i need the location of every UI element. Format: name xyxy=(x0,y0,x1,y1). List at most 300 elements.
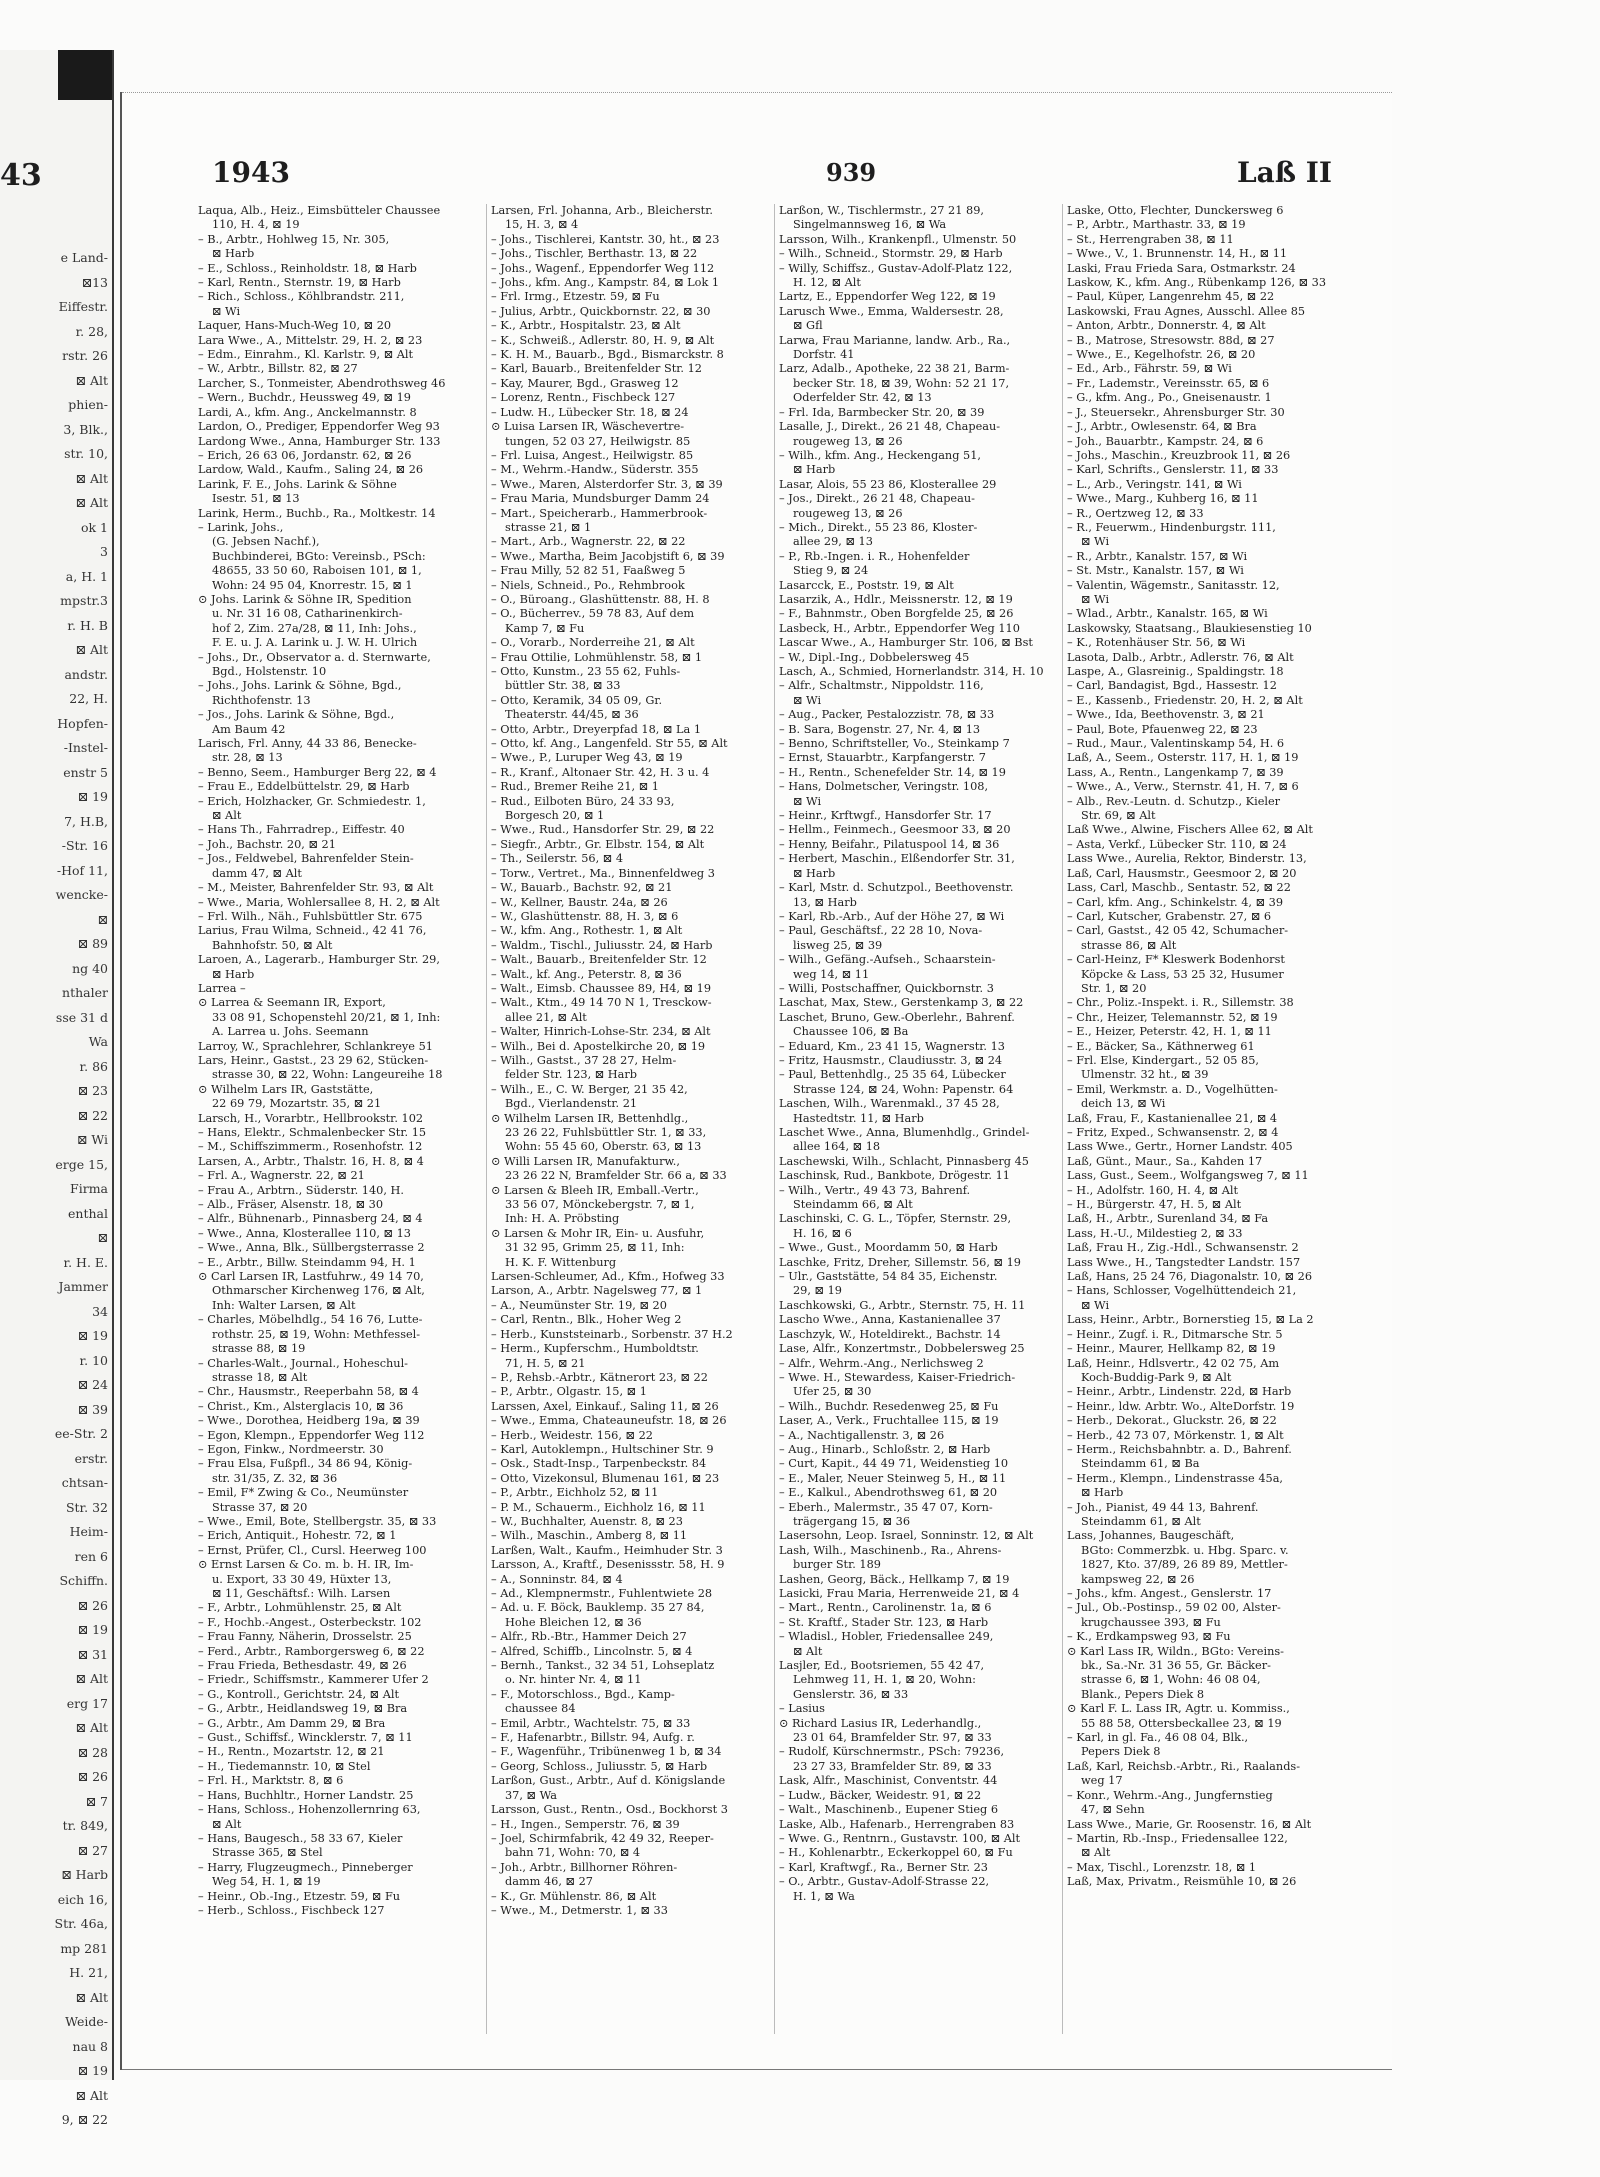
directory-entry-line: Larusch Wwe., Emma, Waldersestr. 28, xyxy=(779,304,1004,318)
directory-entry-line: – Carl, Gastst., 42 05 42, Schumacher- xyxy=(1067,924,1289,938)
directory-entry-line: burger Str. 189 xyxy=(793,1558,881,1572)
directory-entry-line: Larz, Adalb., Apotheke, 22 38 21, Barm- xyxy=(779,362,1010,376)
facing-page-fragment: Heim- xyxy=(69,1524,108,1539)
directory-entry-line: – Jos., Johs. Larink & Söhne, Bgd., xyxy=(198,708,395,722)
facing-page-fragment: e Land- xyxy=(60,250,108,265)
directory-entry-line: Kamp 7, ⊠ Fu xyxy=(505,621,585,635)
directory-entry-line: – A., Neumünster Str. 19, ⊠ 20 xyxy=(491,1298,667,1312)
directory-entry-line: – Mich., Direkt., 55 23 86, Kloster- xyxy=(779,520,978,534)
directory-entry-line: Laske, Alb., Hafenarb., Herrengraben 83 xyxy=(779,1817,1015,1831)
directory-entry-line: – Hans, Dolmetscher, Veringstr. 108, xyxy=(779,780,989,794)
directory-entry-line: – Paul, Bettenhdlg., 25 35 64, Lübecker xyxy=(779,1068,1006,1082)
directory-entry-line: – Osk., Stadt-Insp., Tarpenbeckstr. 84 xyxy=(491,1457,707,1471)
directory-entry-line: allee 164, ⊠ 18 xyxy=(793,1140,881,1154)
facing-page-fragment: ⊠ Alt xyxy=(75,1989,108,2005)
directory-entry-line: – H., Rentn., Schenefelder Str. 14, ⊠ 19 xyxy=(779,765,1006,779)
directory-entry-line: – Karl, Bauarb., Breitenfelder Str. 12 xyxy=(491,362,702,376)
directory-entry-line: felder Str. 123, ⊠ Harb xyxy=(505,1068,638,1082)
facing-page-fragment: ⊠ 89 xyxy=(77,936,108,951)
directory-entry-line: – Jos., Direkt., 26 21 48, Chapeau- xyxy=(779,492,975,506)
directory-entry-line: ⊠ Harb xyxy=(212,967,255,981)
directory-entry-line: Laschat, Max, Stew., Gerstenkamp 3, ⊠ 22 xyxy=(779,996,1024,1010)
directory-entry-line: 23 26 22 N, Bramfelder Str. 66 a, ⊠ 33 xyxy=(505,1169,727,1183)
facing-page-fragment: phien- xyxy=(68,397,108,412)
directory-entry-line: – Karl, Autoklempn., Hultschiner Str. 9 xyxy=(491,1442,714,1456)
facing-page-fragment: ⊠ 23 xyxy=(77,1083,108,1098)
directory-entry-line: – Herb., Weidestr. 156, ⊠ 22 xyxy=(491,1428,653,1442)
directory-entry-line: damm 47, ⊠ Alt xyxy=(212,866,302,880)
directory-entry-line: – Walt., Eimsb. Chaussee 89, H4, ⊠ 19 xyxy=(491,981,712,995)
directory-entry-line: Lass Wwe., Marie, Gr. Roosenstr. 16, ⊠ Alt xyxy=(1067,1817,1312,1831)
directory-entry-line: – Wilh., Gefäng.-Aufseh., Schaarstein- xyxy=(779,953,996,967)
directory-entry-line: str. 31/35, Z. 32, ⊠ 36 xyxy=(212,1471,338,1485)
directory-entry-line: – Georg, Schloss., Juliusstr. 5, ⊠ Harb xyxy=(491,1759,708,1773)
directory-entry-line: Larisch, Frl. Anny, 44 33 86, Benecke- xyxy=(198,737,417,751)
directory-entry-line: – Paul, Bote, Pfauenweg 22, ⊠ 23 xyxy=(1067,722,1258,736)
directory-entry-line: – Joh., Bauarbtr., Kampstr. 24, ⊠ 6 xyxy=(1067,434,1264,448)
directory-entry-line: – W., Arbtr., Billstr. 82, ⊠ 27 xyxy=(198,362,358,376)
directory-entry-line: ⊙ Carl Larsen IR, Lastfuhrw., 49 14 70, xyxy=(198,1270,424,1284)
directory-entry-line: rougeweg 13, ⊠ 26 xyxy=(793,434,903,448)
directory-entry-line: – Jos., Feldwebel, Bahrenfelder Stein- xyxy=(198,852,414,866)
directory-entry-line: – Wwe., E., Kegelhofstr. 26, ⊠ 20 xyxy=(1067,348,1256,362)
directory-entry-line: – Herb., Kunststeinarb., Sorbenstr. 37 H.2 xyxy=(491,1327,733,1341)
directory-entry-line: Lass Wwe., H., Tangstedter Landstr. 157 xyxy=(1067,1255,1301,1269)
directory-entry-line: – Heinr., Ob.-Ing., Etzestr. 59, ⊠ Fu xyxy=(198,1889,401,1903)
directory-entry-line: 23 01 64, Bramfelder Str. 97, ⊠ 33 xyxy=(793,1731,992,1745)
directory-entry-line: – Alfr., Schaltmstr., Nippoldstr. 116, xyxy=(779,679,984,693)
directory-entry-line: Lasicki, Frau Maria, Herrenweide 21, ⊠ 4 xyxy=(779,1587,1020,1600)
directory-entry-line: Strasse 37, ⊠ 20 xyxy=(212,1500,308,1514)
directory-entry-line: – Walt., Bauarb., Breitenfelder Str. 12 xyxy=(491,953,707,967)
directory-entry-line: – Frl. Else, Kindergart., 52 05 85, xyxy=(1067,1053,1260,1067)
directory-entry-line: Laschet Wwe., Anna, Blumenhdlg., Grindel- xyxy=(779,1126,1030,1139)
facing-page-fragment: ⊠ Alt xyxy=(75,642,108,657)
directory-entry-line: – E., Maler, Neuer Steinweg 5, H., ⊠ 11 xyxy=(779,1471,1007,1485)
directory-entry-line: – Wwe., Rud., Hansdorfer Str. 29, ⊠ 22 xyxy=(491,823,715,837)
directory-entry-line: – O., Bücherrev., 59 78 83, Auf dem xyxy=(491,607,695,621)
directory-entry-line: – M., Wehrm.-Handw., Süderstr. 355 xyxy=(491,463,699,477)
directory-entry-line: Laskowski, Frau Agnes, Ausschl. Allee 85 xyxy=(1067,304,1306,318)
directory-entry-line: – Ed., Arb., Fährstr. 59, ⊠ Wi xyxy=(1067,362,1232,376)
directory-entry-line: Laroen, A., Lagerarb., Hamburger Str. 29, xyxy=(198,953,440,967)
directory-entry-line: – Alfr., Rb.-Btr., Hammer Deich 27 xyxy=(491,1630,687,1644)
column-2 xyxy=(486,204,772,2034)
facing-page-fragment: ⊠ Alt xyxy=(75,495,108,510)
directory-entry-line: Larßen, Walt., Kaufm., Heimhuder Str. 3 xyxy=(491,1543,723,1557)
facing-page-fragment: ⊠ 26 xyxy=(77,1769,108,1784)
directory-entry-line: – Herm., Kupferschm., Humboldtstr. xyxy=(491,1342,699,1356)
directory-entry-line: – Wwe., P., Luruper Weg 43, ⊠ 19 xyxy=(491,751,683,765)
directory-entry-line: – Wilh., Buchdr. Resedenweg 25, ⊠ Fu xyxy=(779,1399,999,1413)
directory-entry-line: ⊠ Alt xyxy=(212,809,242,823)
directory-entry-line: – Martin, Rb.-Insp., Friedensallee 122, xyxy=(1067,1831,1288,1845)
directory-entry-line: – Frau Fanny, Näherin, Drosselstr. 25 xyxy=(198,1630,412,1644)
directory-entry-line: – Emil, Arbtr., Wachtelstr. 75, ⊠ 33 xyxy=(491,1716,691,1730)
facing-page-fragment: Weide- xyxy=(65,2014,108,2029)
directory-entry-line: Laqua, Alb., Heiz., Eimsbütteler Chaussee xyxy=(198,204,441,217)
directory-entry-line: ⊙ Larsen & Mohr IR, Ein- u. Ausfuhr, xyxy=(491,1226,705,1240)
directory-entry-line: Lasarcck, E., Poststr. 19, ⊠ Alt xyxy=(779,578,954,592)
directory-entry-line: – Hans, Schlosser, Vogelhüttendeich 21, xyxy=(1067,1284,1297,1298)
directory-entry-line: 33 56 07, Mönckebergstr. 7, ⊠ 1, xyxy=(505,1198,695,1212)
directory-entry-line: – H., Kohlenarbtr., Eckerkoppel 60, ⊠ Fu xyxy=(779,1846,1013,1860)
directory-entry-line: – Mart., Rentn., Carolinenstr. 1a, ⊠ 6 xyxy=(779,1601,992,1615)
directory-entry-line: – St. Mstr., Kanalstr. 157, ⊠ Wi xyxy=(1067,564,1244,578)
directory-entry-line: – K., Rotenhäuser Str. 56, ⊠ Wi xyxy=(1067,636,1246,650)
directory-entry-line: Laschzyk, W., Hoteldirekt., Bachstr. 14 xyxy=(779,1327,1001,1341)
directory-entry-line: ⊠ Wi xyxy=(793,693,822,707)
directory-entry-line: Lartz, E., Eppendorfer Weg 122, ⊠ 19 xyxy=(779,290,996,304)
directory-entry-line: Laß, Frau, F., Kastanienallee 21, ⊠ 4 xyxy=(1067,1111,1278,1125)
facing-page-fragment: ng 40 xyxy=(72,960,108,976)
facing-page-edge xyxy=(0,50,114,2127)
directory-entry-line: – Karl, Kraftwgf., Ra., Berner Str. 23 xyxy=(779,1860,988,1874)
directory-entry-line: Larink, F. E., Johs. Larink & Söhne xyxy=(198,477,397,491)
directory-entry-line: – Frau Frieda, Bethesdastr. 49, ⊠ 26 xyxy=(198,1659,407,1673)
directory-entry-line: Lass Wwe., Aurelia, Rektor, Binderstr. 13, xyxy=(1067,852,1307,866)
facing-page-fragment: sse 31 d xyxy=(55,1009,108,1025)
directory-entry-line: – Fritz, Exped., Schwansenstr. 2, ⊠ 4 xyxy=(1067,1126,1279,1139)
directory-entry-line: strasse 86, ⊠ Alt xyxy=(1081,938,1177,952)
directory-entry-line: – Walt., Ktm., 49 14 70 N 1, Tresckow- xyxy=(491,996,712,1010)
directory-entry-line: – B., Arbtr., Hohlweg 15, Nr. 305, xyxy=(198,232,390,246)
directory-entry-line: – Wilh., Schneid., Stormstr. 29, ⊠ Harb xyxy=(779,247,1003,261)
facing-page-fragment: ⊠ 19 xyxy=(77,2063,108,2078)
directory-entry-line: ⊙ Wilhelm Larsen IR, Bettenhdlg., xyxy=(491,1111,689,1125)
directory-entry-line: – Aug., Hinarb., Schloßstr. 2, ⊠ Harb xyxy=(779,1442,991,1456)
directory-entry-line: Lasch, A., Schmied, Hornerlandstr. 314, H. 10 xyxy=(779,665,1044,678)
directory-entry-line: Lehmweg 11, H. 1, ⊠ 20, Wohn: xyxy=(793,1673,976,1687)
directory-entry-line: ⊠ Alt xyxy=(212,1817,242,1831)
directory-entry-line: – F., Arbtr., Lohmühlenstr. 25, ⊠ Alt xyxy=(198,1601,402,1615)
directory-entry-line: – Edm., Einrahm., Kl. Karlstr. 9, ⊠ Alt xyxy=(198,348,414,362)
facing-page-fragment: ⊠ 27 xyxy=(77,1842,108,1858)
directory-entry-line: H. 16, ⊠ 6 xyxy=(793,1226,852,1240)
directory-entry-line: – B., Matrose, Stresowstr. 88d, ⊠ 27 xyxy=(1067,333,1275,347)
directory-entry-line: ⊙ Willi Larsen IR, Manufakturw., xyxy=(491,1154,680,1168)
directory-entry-line: Laschewski, Wilh., Schlacht, Pinnasberg 45 xyxy=(779,1154,1029,1168)
directory-entry-line: – Bernh., Tankst., 32 34 51, Lohseplatz xyxy=(491,1659,715,1673)
directory-entry-line: Lashen, Georg, Bäck., Hellkamp 7, ⊠ 19 xyxy=(779,1572,1010,1586)
directory-entry-line: – Wwe., Emil, Bote, Stellbergstr. 35, ⊠ 33 xyxy=(198,1514,437,1528)
directory-entry-line: o. Nr. hinter Nr. 4, ⊠ 11 xyxy=(505,1673,642,1687)
directory-entry-line: Larson, A., Arbtr. Nagelsweg 77, ⊠ 1 xyxy=(491,1284,703,1298)
facing-page-fragment: Firma xyxy=(70,1181,108,1196)
directory-entry-line: Larsson, A., Kraftf., Desenissstr. 58, H. 9 xyxy=(491,1558,725,1572)
top-rule xyxy=(122,92,1392,93)
directory-entry-line: – Johs., kfm. Ang., Kampstr. 84, ⊠ Lok 1 xyxy=(491,276,720,290)
directory-entry-line: u. Nr. 31 16 08, Catharinenkirch- xyxy=(212,607,403,621)
directory-entry-line: Laspe, A., Glasreinig., Spaldingstr. 18 xyxy=(1067,665,1284,678)
facing-page-fragment: r. H. B xyxy=(67,617,108,633)
directory-entry-line: – Wwe. H., Stewardess, Kaiser-Friedrich- xyxy=(779,1370,1016,1384)
facing-page-fragment: mpstr.3 xyxy=(60,593,108,608)
directory-entry-line: Larsen, Frl. Johanna, Arb., Bleicherstr. xyxy=(491,204,713,217)
directory-entry-line: – M., Schiffszimmerm., Rosenhofstr. 12 xyxy=(198,1140,423,1154)
directory-entry-line: – Wwe., V., 1. Brunnenstr. 14, H., ⊠ 11 xyxy=(1067,247,1288,261)
directory-entry-line: – Willi, Postschaffner, Quickbornstr. 3 xyxy=(779,981,994,995)
directory-entry-line: – Herb., Schloss., Fischbeck 127 xyxy=(198,1903,385,1917)
directory-entry-line: – E., Kalkul., Abendrothsweg 61, ⊠ 20 xyxy=(779,1486,998,1500)
directory-entry-line: – Wilh., Maschin., Amberg 8, ⊠ 11 xyxy=(491,1529,688,1543)
facing-page-fragment: ok 1 xyxy=(80,519,108,535)
directory-entry-line: – Jul., Ob.-Postinsp., 59 02 00, Alster- xyxy=(1067,1601,1281,1615)
directory-entry-line: – Eduard, Km., 23 41 15, Wagnerstr. 13 xyxy=(779,1039,1005,1053)
directory-entry-line: strasse 21, ⊠ 1 xyxy=(505,520,592,534)
directory-entry-line: – W., Glashüttenstr. 88, H. 3, ⊠ 6 xyxy=(491,909,679,923)
directory-entry-line: – Wwe., Anna, Blk., Süllbergsterrasse 2 xyxy=(198,1241,425,1255)
directory-entry-line: – W., kfm. Ang., Rothestr. 1, ⊠ Alt xyxy=(491,924,683,938)
directory-entry-line: – K., Schweiß., Adlerstr. 80, H. 9, ⊠ Alt xyxy=(491,333,715,347)
bottom-rule xyxy=(122,2069,1392,2070)
directory-entry-line: – Heinr., ldw. Arbtr. Wo., AlteDorfstr. 19 xyxy=(1067,1399,1295,1413)
directory-entry-line: – E., Arbtr., Billw. Steindamm 94, H. 1 xyxy=(198,1255,416,1269)
column-1 xyxy=(198,204,483,2034)
directory-entry-line: Lass Wwe., Gertr., Horner Landstr. 405 xyxy=(1067,1140,1293,1154)
directory-entry-line: – Wwe., Marg., Kuhberg 16, ⊠ 11 xyxy=(1067,492,1259,506)
directory-entry-line: – Hans, Baugesch., 58 33 67, Kieler xyxy=(198,1831,403,1845)
directory-entry-line: ⊠ Gfl xyxy=(793,319,823,333)
facing-page-fragment: ⊠ 31 xyxy=(77,1646,108,1662)
directory-entry-line: – Frau Elsa, Fußpfl., 34 86 94, König- xyxy=(198,1457,413,1471)
facing-page-fragment: -Str. 16 xyxy=(61,838,108,853)
directory-entry-line: – Erich, 26 63 06, Jordanstr. 62, ⊠ 26 xyxy=(198,448,412,462)
directory-entry-line: Larwa, Frau Marianne, landw. Arb., Ra., xyxy=(779,333,1011,347)
directory-entry-line: – Aug., Packer, Pestalozzistr. 78, ⊠ 33 xyxy=(779,708,995,722)
directory-entry-line: – H., Tiedemannstr. 10, ⊠ Stel xyxy=(198,1759,371,1773)
directory-entry-line: krugchaussee 393, ⊠ Fu xyxy=(1081,1615,1221,1629)
facing-page-fragment: ⊠ 24 xyxy=(77,1377,108,1392)
directory-entry-line: – Carl, Rentn., Blk., Hoher Weg 2 xyxy=(491,1313,682,1327)
directory-entry-line: – Wladisl., Hobler, Friedensallee 249, xyxy=(779,1630,994,1644)
directory-entry-line: Hohe Bleichen 12, ⊠ 36 xyxy=(505,1615,642,1629)
directory-entry-line: – Fritz, Hausmstr., Claudiusstr. 3, ⊠ 24 xyxy=(779,1053,1003,1067)
directory-entry-line: – Johs., Dr., Observator a. d. Sternwarte, xyxy=(198,650,431,664)
directory-entry-line: – F., Wagenführ., Tribünenweg 1 b, ⊠ 34 xyxy=(491,1745,722,1759)
directory-entry-line: – Wilh., Vertr., 49 43 73, Bahrenf. xyxy=(779,1183,971,1197)
facing-page-fragment: ⊠ Alt xyxy=(75,372,108,388)
directory-entry-line: ⊠ Wi xyxy=(212,304,241,318)
facing-page-fragment: Str. 46a, xyxy=(54,1916,108,1931)
directory-entry-line: Steindamm 61, ⊠ Alt xyxy=(1081,1514,1201,1528)
directory-entry-line: – P., Arbtr., Eichholz 52, ⊠ 11 xyxy=(491,1486,659,1500)
directory-entry-line: 37, ⊠ Wa xyxy=(505,1788,557,1802)
directory-entry-line: Lars, Heinr., Gastst., 23 29 62, Stücken- xyxy=(198,1053,429,1067)
directory-entry-line: Blank., Pepers Diek 8 xyxy=(1081,1687,1205,1701)
directory-entry-line: Str. 69, ⊠ Alt xyxy=(1081,809,1156,823)
directory-entry-line: Lardi, A., kfm. Ang., Anckelmannstr. 8 xyxy=(198,405,417,419)
directory-entry-line: – Wilh., Gastst., 37 28 27, Helm- xyxy=(491,1053,677,1067)
directory-entry-line: 48655, 33 50 60, Raboisen 101, ⊠ 1, xyxy=(212,564,422,578)
directory-entry-line: – Ad., Klempnermstr., Fuhlentwiete 28 xyxy=(491,1587,713,1600)
facing-page-fragment: ee-Str. 2 xyxy=(54,1426,108,1441)
directory-entry-line: – Benno, Schriftsteller, Vo., Steinkamp 7 xyxy=(779,737,1010,751)
directory-entry-line: Ulmenstr. 32 ht., ⊠ 39 xyxy=(1081,1068,1209,1082)
directory-entry-line: – P., Rb.-Ingen. i. R., Hohenfelder xyxy=(779,549,970,563)
directory-entry-line: – Otto, Keramik, 34 05 09, Gr. xyxy=(491,693,663,707)
directory-entry-line: – Wwe., Maria, Wohlersallee 8, H. 2, ⊠ Alt xyxy=(198,895,440,909)
directory-entry-line: chaussee 84 xyxy=(505,1702,576,1716)
directory-entry-line: lisweg 25, ⊠ 39 xyxy=(793,938,883,952)
facing-page-fragment: -Instel- xyxy=(63,740,108,755)
directory-entry-line: – K., Gr. Mühlenstr. 86, ⊠ Alt xyxy=(491,1889,657,1903)
directory-entry-line: – Rud., Eilboten Büro, 24 33 93, xyxy=(491,794,675,808)
directory-entry-line: – Hellm., Feinmech., Geesmoor 33, ⊠ 20 xyxy=(779,823,1011,837)
directory-entry-line: ⊠ 11, Geschäftsf.: Wilh. Larsen xyxy=(212,1587,391,1600)
directory-entry-line: 23 27 33, Bramfelder Str. 89, ⊠ 33 xyxy=(793,1759,992,1773)
directory-entry-line: – Karl, Rb.-Arb., Auf der Höhe 27, ⊠ Wi xyxy=(779,909,1005,923)
directory-entry-line: Lass, Carl, Maschb., Sentastr. 52, ⊠ 22 xyxy=(1067,881,1291,895)
directory-entry-line: – W., Dipl.-Ing., Dobbelersweg 45 xyxy=(779,650,970,664)
directory-entry-line: Am Baum 42 xyxy=(212,722,286,736)
facing-page-fragment: 34 xyxy=(92,1303,108,1319)
directory-entry-line: – Joel, Schirmfabrik, 42 49 32, Reeper- xyxy=(491,1831,714,1845)
directory-entry-line: – Herm., Klempn., Lindenstrasse 45a, xyxy=(1067,1471,1284,1485)
directory-entry-line: – Ludw. H., Lübecker Str. 18, ⊠ 24 xyxy=(491,405,689,419)
directory-entry-line: – Frau Maria, Mundsburger Damm 24 xyxy=(491,492,710,506)
directory-entry-line: ⊙ Johs. Larink & Söhne IR, Spedition xyxy=(198,592,412,606)
directory-entry-line: – Rud., Maur., Valentinskamp 54, H. 6 xyxy=(1067,737,1285,751)
directory-entry-line: – Siegfr., Arbtr., Gr. Elbstr. 154, ⊠ Alt xyxy=(491,837,705,851)
directory-entry-line: – Hans Th., Fahrradrep., Eiffestr. 40 xyxy=(198,823,405,837)
directory-entry-line: – Egon, Finkw., Nordmeerstr. 30 xyxy=(198,1442,384,1456)
directory-entry-line: bahn 71, Wohn: 70, ⊠ 4 xyxy=(505,1846,641,1860)
directory-entry-line: – E., Schloss., Reinholdstr. 18, ⊠ Harb xyxy=(198,261,417,275)
directory-entry-line: – Joh., Pianist, 49 44 13, Bahrenf. xyxy=(1067,1500,1259,1514)
directory-entry-line: – R., Kranf., Altonaer Str. 42, H. 3 u. 4 xyxy=(491,765,710,779)
facing-page-fragment: ⊠ Wi xyxy=(76,1132,108,1147)
facing-page-fragment: r. H. E. xyxy=(63,1254,108,1270)
directory-entry-line: – R., Oertzweg 12, ⊠ 33 xyxy=(1067,506,1204,520)
directory-entry-line: Larrea – xyxy=(198,981,246,995)
directory-entry-line: H. K. F. Wittenburg xyxy=(505,1255,617,1269)
facing-page-fragment: ⊠ Alt xyxy=(75,2087,108,2103)
directory-entry-line: – Wlad., Arbtr., Kanalstr. 165, ⊠ Wi xyxy=(1067,607,1268,621)
directory-entry-line: 22 69 79, Mozartstr. 35, ⊠ 21 xyxy=(212,1097,382,1111)
facing-page-fragment: Wa xyxy=(88,1034,108,1049)
directory-entry-line: Steindamm 66, ⊠ Alt xyxy=(793,1198,913,1212)
directory-entry-line: – F., Hochb.-Angest., Osterbeckstr. 102 xyxy=(198,1615,422,1629)
directory-entry-line: Laß, A., Seem., Osterstr. 117, H. 1, ⊠ 19 xyxy=(1067,751,1299,765)
directory-entry-line: – Karl, Rentn., Sternstr. 19, ⊠ Harb xyxy=(198,276,401,290)
directory-entry-line: ⊠ Wi xyxy=(1081,1298,1110,1312)
directory-entry-line: – K., Arbtr., Hospitalstr. 23, ⊠ Alt xyxy=(491,319,681,333)
directory-entry-line: – Joh., Arbtr., Billhorner Röhren- xyxy=(491,1860,678,1874)
directory-entry-line: – St. Kraftf., Stader Str. 123, ⊠ Harb xyxy=(779,1615,989,1629)
facing-page-fragment: 3 xyxy=(100,544,108,559)
directory-entry-line: str. 28, ⊠ 13 xyxy=(212,751,283,765)
facing-page-fragment: ⊠13 xyxy=(81,274,108,290)
directory-entry-line: deich 13, ⊠ Wi xyxy=(1081,1097,1166,1111)
directory-entry-line: – Wwe., Ida, Beethovenstr. 3, ⊠ 21 xyxy=(1067,708,1265,722)
directory-entry-line: – Frl. H., Marktstr. 8, ⊠ 6 xyxy=(198,1774,344,1788)
directory-entry-line: ⊠ Wi xyxy=(793,794,822,808)
directory-entry-line: – Alb., Rev.-Leutn. d. Schutzp., Kieler xyxy=(1067,794,1281,808)
directory-entry-line: – Charles, Möbelhdlg., 54 16 76, Lutte- xyxy=(198,1313,423,1327)
directory-entry-line: – P. M., Schauerm., Eichholz 16, ⊠ 11 xyxy=(491,1500,706,1514)
directory-entry-line: – Walt., kf. Ang., Peterstr. 8, ⊠ 36 xyxy=(491,967,682,981)
directory-entry-line: – Henny, Beifahr., Pilatuspool 14, ⊠ 36 xyxy=(779,837,1000,851)
directory-entry-line: – Herb., Dekorat., Gluckstr. 26, ⊠ 22 xyxy=(1067,1414,1277,1428)
facing-page-fragment: 9, ⊠ 22 xyxy=(61,2112,108,2127)
facing-page-fragment: ⊠ Alt xyxy=(75,1720,108,1735)
directory-entry-line: – Max, Tischl., Lorenzstr. 18, ⊠ 1 xyxy=(1067,1860,1257,1874)
directory-entry-line: Larroy, W., Sprachlehrer, Schlankreye 51 xyxy=(198,1039,433,1053)
directory-entry-line: – Herm., Reichsbahnbtr. a. D., Bahrenf. xyxy=(1067,1442,1292,1456)
facing-page-fragment: ⊠ 39 xyxy=(77,1401,108,1417)
directory-entry-line: bk., Sa.-Nr. 31 36 55, Gr. Bäcker- xyxy=(1081,1659,1271,1673)
facing-page-fragment: erstr. xyxy=(74,1450,108,1466)
directory-entry-line: – E., Bäcker, Sa., Käthnerweg 61 xyxy=(1067,1039,1255,1053)
directory-entry-line: – Mart., Arb., Wagnerstr. 22, ⊠ 22 xyxy=(491,535,686,549)
directory-entry-line: – Walter, Hinrich-Lohse-Str. 234, ⊠ Alt xyxy=(491,1025,711,1039)
directory-entry-line: Koch-Buddig-Park 9, ⊠ Alt xyxy=(1081,1370,1232,1384)
directory-entry-line: Lasersohn, Leop. Israel, Sonninstr. 12, ⊠ Alt xyxy=(779,1529,1034,1543)
facing-page-fragment: ⊠ 22 xyxy=(77,1107,108,1123)
directory-entry-line: Larsson, Gust., Rentn., Osd., Bockhorst 3 xyxy=(491,1803,728,1817)
directory-entry-line: becker Str. 18, ⊠ 39, Wohn: 52 21 17, xyxy=(793,376,1010,390)
directory-entry-line: – Johs., Maschin., Kreuzbrook 11, ⊠ 26 xyxy=(1067,448,1291,462)
facing-page-fragment: ren 6 xyxy=(74,1548,108,1564)
directory-entry-line: – Rudolf, Kürschnermstr., PSch: 79236, xyxy=(779,1745,1005,1759)
directory-entry-line: – Rud., Bremer Reihe 21, ⊠ 1 xyxy=(491,780,659,794)
directory-entry-line: – Niels, Schneid., Po., Rehmbrook xyxy=(491,578,685,592)
directory-entry-line: Larink, Herm., Buchb., Ra., Moltkestr. 14 xyxy=(198,506,436,520)
column-4 xyxy=(1062,204,1348,2034)
directory-entry-line: – Alfr., Wehrm.-Ang., Nerlichsweg 2 xyxy=(779,1356,984,1370)
directory-entry-line: Lass, H.-U., Mildestieg 2, ⊠ 33 xyxy=(1067,1226,1243,1240)
facing-page-fragment: Schiffn. xyxy=(59,1573,108,1588)
directory-entry-line: Lascar Wwe., A., Hamburger Str. 106, ⊠ Bst xyxy=(779,636,1033,650)
directory-entry-line: – W., Kellner, Baustr. 24a, ⊠ 26 xyxy=(491,895,668,909)
facing-page-fragment: Hopfen- xyxy=(57,715,108,731)
directory-entry-line: Lase, Alfr., Konzertmstr., Dobbelersweg 25 xyxy=(779,1342,1025,1356)
directory-entry-line: 110, H. 4, ⊠ 19 xyxy=(212,218,300,232)
header-page-number: 939 xyxy=(826,158,877,187)
directory-entry-line: Larsen, A., Arbtr., Thalstr. 16, H. 8, ⊠ 4 xyxy=(198,1154,424,1168)
directory-entry-line: – Otto, kf. Ang., Langenfeld. Str 55, ⊠ Alt xyxy=(491,737,728,751)
directory-entry-line: – K., Erdkampsweg 93, ⊠ Fu xyxy=(1067,1630,1231,1644)
directory-entry-line: – Ernst, Stauarbtr., Karpfangerstr. 7 xyxy=(779,751,986,765)
directory-entry-line: Laß, Max, Privatm., Reismühle 10, ⊠ 26 xyxy=(1067,1875,1297,1889)
directory-entry-line: – Johs., Tischlerei, Kantstr. 30, ht., ⊠ 23 xyxy=(491,232,720,246)
directory-entry-line: Larssen, Axel, Einkauf., Saling 11, ⊠ 26 xyxy=(491,1399,719,1413)
directory-entry-line: – Frau Ottilie, Lohmühlenstr. 58, ⊠ 1 xyxy=(491,650,703,664)
directory-entry-line: ⊙ Wilhelm Lars IR, Gaststätte, xyxy=(198,1082,374,1096)
header-guide-word: Laß II xyxy=(1236,156,1332,189)
directory-entry-line: 1827, Kto. 37/89, 26 89 89, Mettler- xyxy=(1081,1558,1288,1572)
directory-entry-line: Inh: H. A. Pröbsting xyxy=(505,1212,620,1226)
directory-entry-line: – H., Adolfstr. 160, H. 4, ⊠ Alt xyxy=(1067,1183,1239,1197)
directory-entry-line: – Willy, Schiffsz., Gustav-Adolf-Platz 122, xyxy=(779,261,1013,275)
facing-page-fragment: ⊠ 26 xyxy=(77,1597,108,1613)
directory-entry-line: ⊠ Wi xyxy=(1081,535,1110,549)
column-3 xyxy=(774,204,1060,2034)
facing-page-fragment: 7, H.B, xyxy=(64,813,108,829)
directory-entry-line: – Th., Seilerstr. 56, ⊠ 4 xyxy=(491,852,624,866)
directory-entry-line: Chaussee 106, ⊠ Ba xyxy=(793,1025,909,1039)
directory-entry-line: u. Export, 33 30 49, Hüxter 13, xyxy=(212,1572,392,1586)
directory-entry-line: – Heinr., Maurer, Hellkamp 82, ⊠ 19 xyxy=(1067,1342,1276,1356)
directory-entry-line: ⊙ Luisa Larsen IR, Wäschevertre- xyxy=(491,420,685,434)
facing-page-fragment: 22, H. xyxy=(69,691,108,706)
directory-entry-line: – Johs., Wagenf., Eppendorfer Weg 112 xyxy=(491,261,715,275)
facing-page-fragment: wencke- xyxy=(55,887,108,902)
facing-page-fragment: str. 10, xyxy=(64,446,108,461)
directory-entry-line: – F., Hafenarbtr., Billstr. 94, Aufg. r. xyxy=(491,1731,695,1745)
directory-entry-line: 31 32 95, Grimm 25, ⊠ 11, Inh: xyxy=(505,1241,685,1255)
